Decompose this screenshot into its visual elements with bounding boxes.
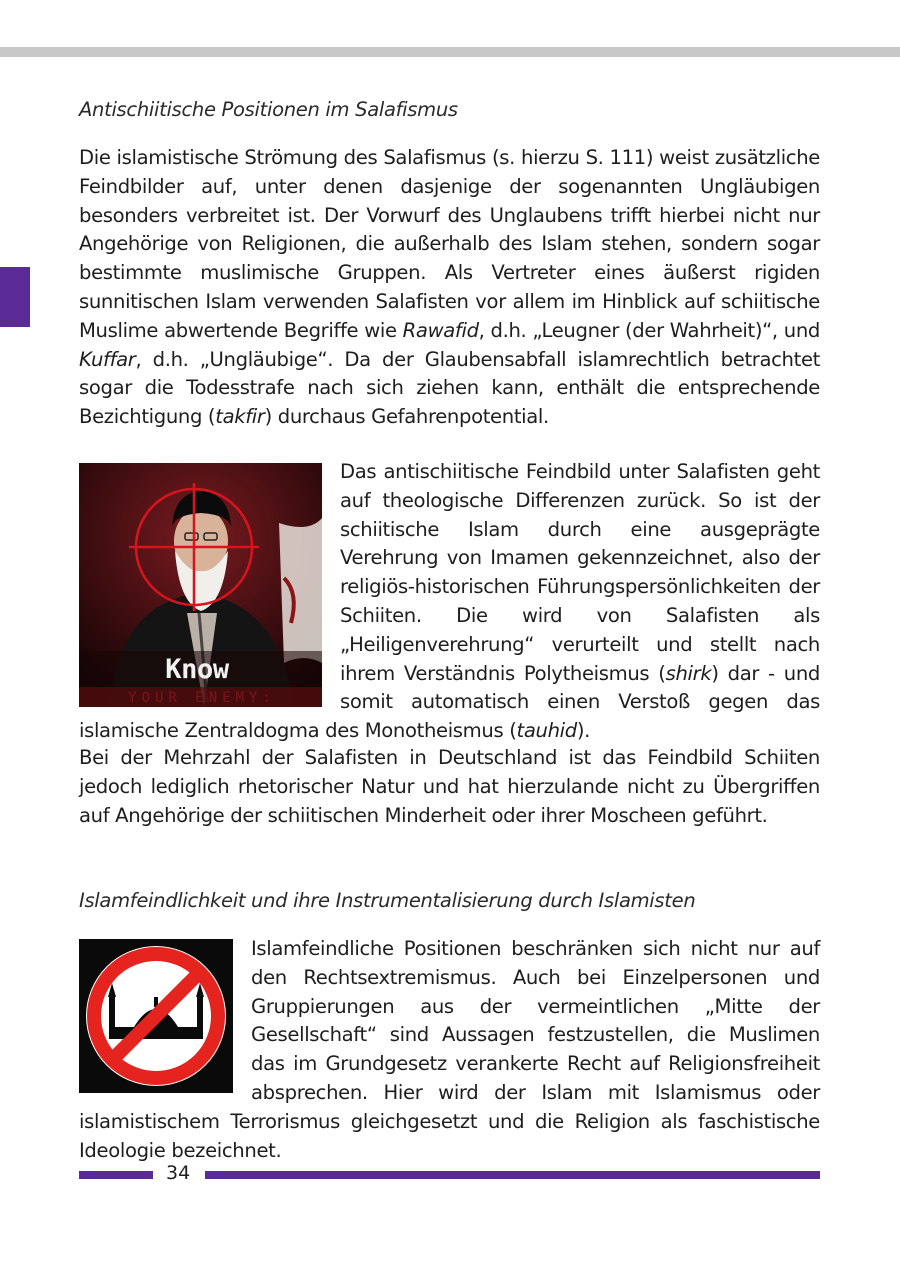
poster-caption-know: Know <box>165 654 229 685</box>
paragraph-salafismus-feindbilder: Die islamistische Strömung des Salafismus (s. hierzu S. 111) weist zusätzliche Feindbilder auf, unter denen dasjenige der sogenannten Ungläubigen besonders verbreitet ist. Der Vorwurf des Unglaubens trifft hierbei nicht nur Angehörige von Religionen, die außerhalb des Islam stehen, sondern sogar bestimmte muslimische Gruppen. Als Vertreter eines äußerst rigiden sunnitischen Islam verwenden Salafisten vor allem im Hinblick auf schiitische Muslime abwertende Begriffe wie Rawafid, d.h. „Leugner (der Wahrheit)“, und Kuffar, d.h. „Ungläubige“. Da der Glaubensabfall islamrechtlich betrachtet sogar die Todesstrafe nach sich ziehen kann, enthält die entsprechende Bezichtigung (takfir) durchaus Gefahrenpotential. <box>79 146 820 429</box>
paragraph-feindbild-rhetorisch: Bei der Mehrzahl der Salafisten in Deutschland ist das Feindbild Schiiten jedoch lediglich rhetorischer Natur und hat hierzulande nicht zu Übergriffen auf Angehörige der schiitischen Minderheit oder ihrer Moscheen geführt. <box>79 746 820 827</box>
footer-rule-right <box>205 1171 820 1179</box>
section-heading-islamfeindlichkeit: Islamfeindlichkeit und ihre Instrumentalisierung durch Islamisten <box>79 889 696 912</box>
no-mosque-sign-image <box>79 939 233 1093</box>
section-heading-antischiitisch: Antischiitische Positionen im Salafismus <box>79 98 458 121</box>
chapter-tab-marker <box>0 267 30 327</box>
footer-rule-left <box>79 1171 153 1179</box>
paragraph-islamfeindliche-positionen: Islamfeindliche Positionen beschränken sich nicht nur auf den Rechtsextremismus. Auch bei Einzelpersonen und Gruppierungen aus der vermeintlichen „Mitte der Gesellschaft“ sind Aussagen festzustellen, die Muslimen das im Grundgesetz verankerte Recht auf Religionsfreiheit absprechen. Hier wird der Islam mit Islamismus oder islamistischem Terrorismus gleichgesetzt und die Religion als faschistische Ideologie bezeichnet. <box>79 937 820 1162</box>
paragraph-antischiitisches-feindbild: Know YOUR ENEMY: Das antischiitische Feindbild unter Salafisten geht auf theologische Differenzen zurück. So ist der schiitische Islam durch eine ausgeprägte Verehrung von Imamen gekennzeichnet, also der religiös-historischen Führungspersönlichkeiten der Schiiten. Die wird von Salafisten als „Heiligenverehrung“ verurteilt und stellt nach ihrem Verständnis Polytheismus (shirk) dar - und somit automatisch einen Verstoß gegen das islamische Zentraldogma des Monotheismus (tauhid). <box>79 460 820 743</box>
page-number: 34 <box>166 1162 191 1184</box>
poster-caption-your-enemy: YOUR ENEMY: <box>128 690 276 706</box>
know-your-enemy-poster-image <box>79 463 322 707</box>
top-rule <box>0 47 900 57</box>
